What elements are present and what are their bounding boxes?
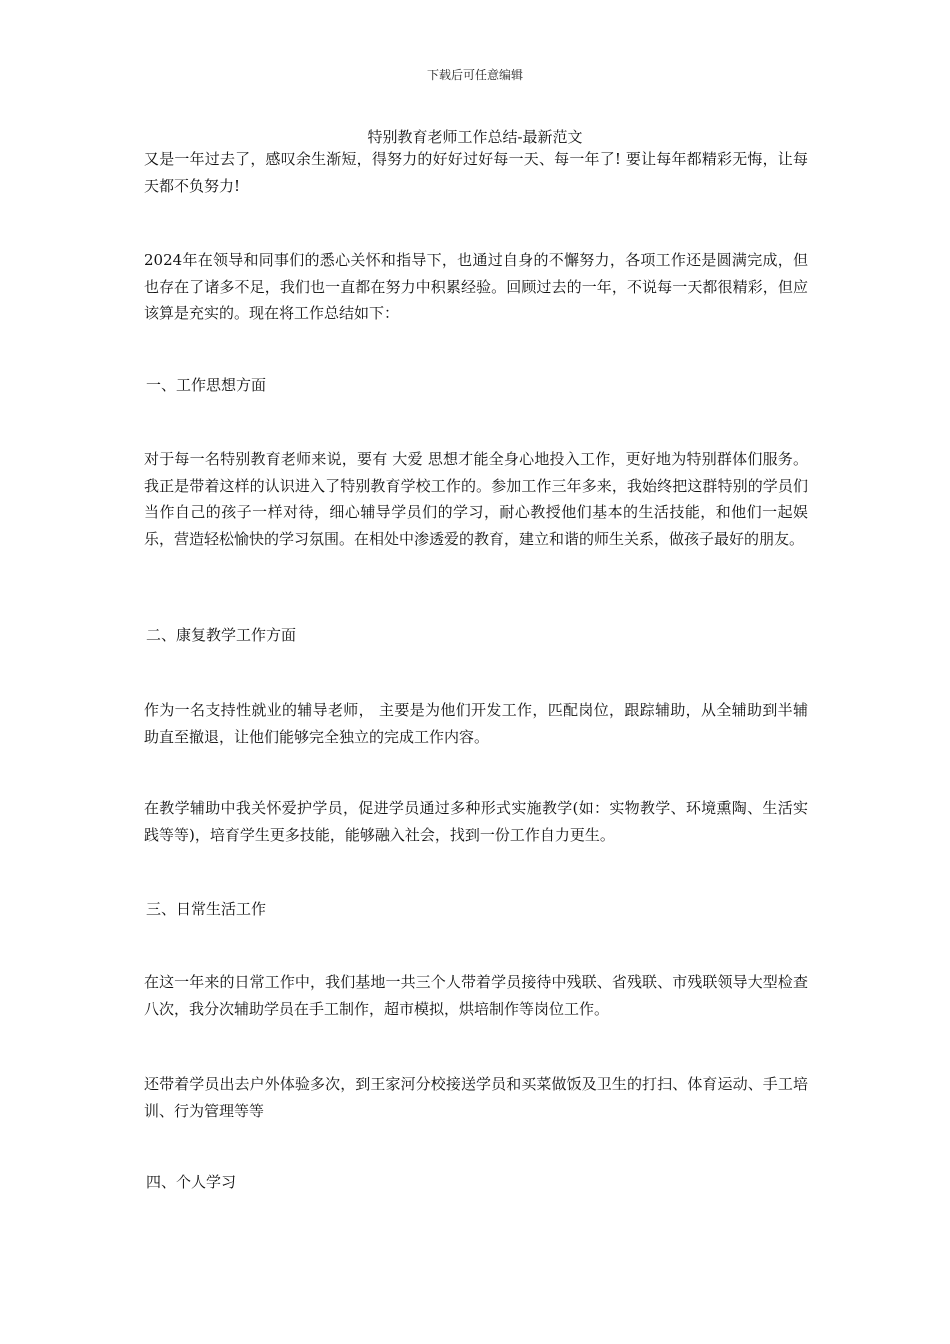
intro-paragraph: 又是一年过去了，感叹余生渐短，得努力的好好过好每一天、每一年了! 要让每年都精彩无悔，让每天都不负努力! (144, 150, 808, 195)
section-heading-work-thinking: 一、工作思想方面 (146, 376, 267, 394)
overview-paragraph: 2024年在领导和同事们的悉心关怀和指导下，也通过自身的不懈努力，各项工作还是圆满完成，但也存在了诸多不足，我们也一直都在努力中积累经验。回顾过去的一年，不说每一天都很精彩，但应该算是充实的。现在将工作总结如下： (144, 251, 808, 322)
section-heading-personal-study: 四、个人学习 (146, 1173, 237, 1191)
document-title: 特别教育老师工作总结-最新范文 (367, 128, 583, 146)
section-heading-rehab-teaching: 二、康复教学工作方面 (146, 626, 297, 644)
section2-paragraph-2: 在教学辅助中我关怀爱护学员，促进学员通过多种形式实施教学(如：实物教学、环境熏陶、生活实践等等)，培育学生更多技能，能够融入社会，找到一份工作自力更生。 (144, 799, 808, 844)
header-note: 下载后可任意编辑 (426, 68, 523, 82)
section2-paragraph-1: 作为一名支持性就业的辅导老师， 主要是为他们开发工作，匹配岗位，跟踪辅助，从全辅助到半辅助直至撤退，让他们能够完全独立的完成工作内容。 (144, 701, 808, 746)
section1-paragraph: 对于每一名特别教育老师来说，要有 大爱 思想才能全身心地投入工作，更好地为特别群体们服务。我正是带着这样的认识进入了特别教育学校工作的。参加工作三年多来，我始终把这群特别的学员们当作自己的孩子一样对待，细心辅导学员们的学习，耐心教授他们基本的生活技能，和他们一起娱乐，营造轻松愉快的学习氛围。在相处中渗透爱的教育，建立和谐的师生关系，做孩子最好的朋友。 (144, 450, 808, 548)
section-heading-daily-life: 三、日常生活工作 (146, 900, 267, 918)
section3-paragraph-1: 在这一年来的日常工作中，我们基地一共三个人带着学员接待中残联、省残联、市残联领导大型检查八次，我分次辅助学员在手工制作，超市模拟，烘培制作等岗位工作。 (144, 973, 808, 1018)
section3-paragraph-2: 还带着学员出去户外体验多次，到王家河分校接送学员和买菜做饭及卫生的打扫、体育运动、手工培训、行为管理等等 (144, 1075, 808, 1120)
